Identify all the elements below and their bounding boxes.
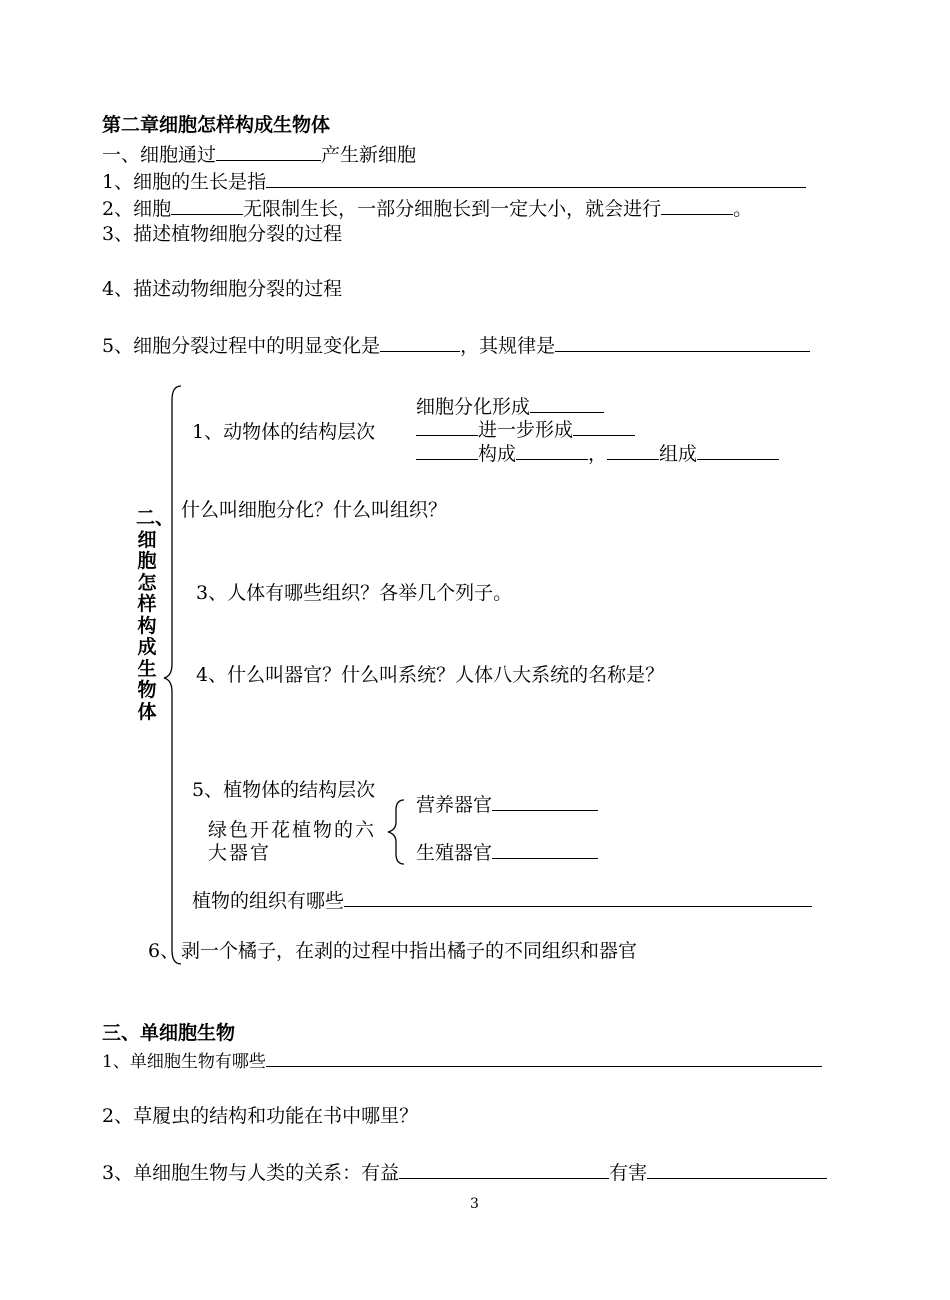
question-3: 3、描述植物细胞分裂的过程 [102,223,343,245]
question-2-2: 什么叫细胞分化？什么叫组织？ [181,499,448,521]
blank-field [416,441,478,460]
page-number: 3 [470,1196,479,1212]
reproductive-organs [416,840,598,864]
question-text-mid: 无限制生长，一部分细胞长到一定大小，就会进行 [243,198,662,220]
question-text: 2、细胞 [102,198,172,220]
question-3-1 [102,1050,822,1073]
blank-field [399,1160,609,1179]
heading-text: 一、细胞通过 [102,144,217,166]
question-3-2: 2、草履虫的结构和功能在书中哪里？ [102,1105,419,1127]
question-text-mid: ，其规律是 [460,335,556,357]
question-3-3 [102,1160,827,1184]
text: 细胞分化形成 [416,396,531,418]
blank-field [266,1050,822,1067]
large-brace [164,386,181,964]
heading-text-post: 产生新细胞 [321,144,417,166]
question-2-3: 3、人体有哪些组织？各举几个列子。 [196,582,513,604]
differentiation-line-1 [416,394,604,418]
section-title: 第二章细胞怎样构成生物体 [102,114,331,136]
text: 进一步形成 [478,419,574,441]
text: 1、单细胞生物有哪些 [102,1052,266,1072]
vertical-section-title: 二、细胞怎样构成生物体 [136,507,175,723]
text: 营养器官 [416,794,493,816]
blank-field [344,888,812,907]
question-text: 1、细胞的生长是指 [102,171,267,193]
blank-field [492,792,598,811]
question-text: 5、细胞分裂过程中的明显变化是 [102,335,381,357]
text: 植物的组织有哪些 [192,890,345,912]
question-2-5: 5、植物体的结构层次 [192,779,376,801]
vegetative-organs [416,792,598,816]
text: 组成 [659,443,698,465]
plant-tissues [192,888,812,912]
text: ， [588,443,608,465]
question-4: 4、描述动物细胞分裂的过程 [102,278,343,300]
blank-field [416,417,478,436]
small-brace [388,800,404,864]
blank-field [573,417,635,436]
text: 3、单细胞生物与人类的关系：有益 [102,1162,400,1184]
text-mid: 有害 [609,1162,648,1184]
blank-field [697,441,779,460]
differentiation-line-3 [416,441,779,465]
text: 生殖器官 [416,842,493,864]
six-organs-label: 绿色开花植物的六大器官 [208,819,377,864]
blank-field [516,441,588,460]
question-2-6-number: 6、 [148,940,180,962]
animal-levels: 1、动物体的结构层次 [192,421,376,443]
blank-field [647,1160,827,1179]
blank-field [607,441,659,460]
question-2-6: 剥一个橘子，在剥的过程中指出橘子的不同组织和器官 [181,940,638,962]
part3-title: 三、单细胞生物 [102,1022,236,1044]
blank-field [492,840,598,859]
blank-field [530,394,604,413]
differentiation-line-2 [416,417,635,441]
question-text-end: 。 [733,198,753,220]
text: 构成 [478,443,517,465]
question-2-4: 4、什么叫器官？什么叫系统？人体八大系统的名称是？ [196,664,665,686]
